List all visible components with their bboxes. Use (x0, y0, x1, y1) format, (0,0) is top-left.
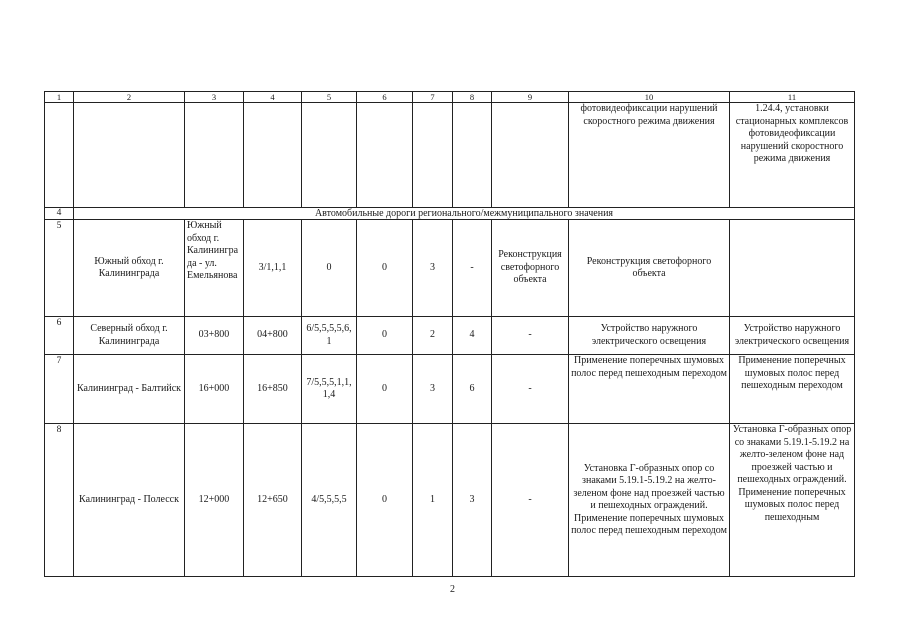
row-number: 5 (45, 220, 74, 317)
measures-done-cell (730, 220, 855, 317)
row-number: 4 (45, 208, 74, 220)
col9-cell: Реконструкция светофорного объекта (492, 220, 569, 317)
column-number: 5 (302, 92, 357, 103)
column-number: 3 (185, 92, 244, 103)
measures-done-cell: Установка Г-образных опор со знаками 5.19.1-5.19.2 на желто-зеленом фоне над проезжей частью и пешеходных ограждений. Применение поперечных шумовых полос перед пешеходным (730, 424, 855, 577)
section-title: Автомобильные дороги регионального/межмуниципального значения (74, 208, 855, 220)
col9-cell: - (492, 317, 569, 355)
row-number: 7 (45, 355, 74, 424)
end-cell: 12+650 (244, 424, 302, 577)
column-number: 8 (453, 92, 492, 103)
measures-cell: Реконструкция светофорного объекта (569, 220, 730, 317)
measures-cell: Устройство наружного электрического освещения (569, 317, 730, 355)
measures-done-cell: Применение поперечных шумовых полос перед пешеходным переходом (730, 355, 855, 424)
cell-empty (492, 103, 569, 208)
section-row (45, 208, 855, 220)
col6-cell: 0 (357, 317, 413, 355)
col5-cell: 4/5,5,5,5 (302, 424, 357, 577)
measures-cell: Установка Г-образных опор со знаками 5.19.1-5.19.2 на желто-зеленом фоне над проезжей частью и пешеходных ограждений. Применение поперечных шумовых полос перед пешеходным переходом (569, 424, 730, 577)
row-number: 8 (45, 424, 74, 577)
measures-cell: Применение поперечных шумовых полос перед пешеходным переходом (569, 355, 730, 424)
start-cell: 12+000 (185, 424, 244, 577)
col7-cell: 1 (413, 424, 453, 577)
col8-cell: - (453, 220, 492, 317)
column-number: 1 (45, 92, 74, 103)
page-number: 2 (450, 584, 455, 595)
column-number: 2 (74, 92, 185, 103)
cell-empty (244, 103, 302, 208)
end-cell: 04+800 (244, 317, 302, 355)
table-row (45, 317, 855, 355)
col8-cell: 4 (453, 317, 492, 355)
column-number: 10 (569, 92, 730, 103)
table-row (45, 424, 855, 577)
col9-cell: - (492, 355, 569, 424)
road-name-cell: Северный обход г. Калининграда (74, 317, 185, 355)
road-name-cell: Южный обход г. Калининграда (74, 220, 185, 317)
column-number: 4 (244, 92, 302, 103)
column-number: 11 (730, 92, 855, 103)
end-cell: 3/1,1,1 (244, 220, 302, 317)
col7-cell: 3 (413, 355, 453, 424)
cell-empty (413, 103, 453, 208)
col9-cell: - (492, 424, 569, 577)
cell-empty (302, 103, 357, 208)
continued-measures-cell: 1.24.4, установки стационарных комплексов фотовидеофиксации нарушений скоростного режима движения (730, 103, 855, 208)
cell-empty (45, 103, 74, 208)
col6-cell: 0 (357, 355, 413, 424)
continued-row (45, 103, 855, 208)
road-name-cell: Калининград - Полесск (74, 424, 185, 577)
measures-done-cell: Устройство наружного электрического освещения (730, 317, 855, 355)
table-row (45, 355, 855, 424)
start-cell: 16+000 (185, 355, 244, 424)
road-name-cell: Калининград - Балтийск (74, 355, 185, 424)
col7-cell: 2 (413, 317, 453, 355)
continued-measures-cell: фотовидеофиксации нарушений скоростного режима движения (569, 103, 730, 208)
cell-empty (453, 103, 492, 208)
column-number-row (45, 92, 855, 103)
document-table (44, 91, 855, 577)
table-row (45, 220, 855, 317)
column-number: 9 (492, 92, 569, 103)
col7-cell: 3 (413, 220, 453, 317)
end-cell: 16+850 (244, 355, 302, 424)
col5-cell: 6/5,5,5,5,6,1 (302, 317, 357, 355)
row-number: 6 (45, 317, 74, 355)
col6-cell: 0 (357, 220, 413, 317)
cell-empty (74, 103, 185, 208)
column-number: 6 (357, 92, 413, 103)
column-number: 7 (413, 92, 453, 103)
col8-cell: 6 (453, 355, 492, 424)
start-cell: Южный обход г. Калининграда - ул. Емельянова (185, 220, 244, 317)
cell-empty (357, 103, 413, 208)
col8-cell: 3 (453, 424, 492, 577)
col6-cell: 0 (357, 424, 413, 577)
cell-empty (185, 103, 244, 208)
start-cell: 03+800 (185, 317, 244, 355)
col5-cell: 0 (302, 220, 357, 317)
col5-cell: 7/5,5,5,1,1,1,4 (302, 355, 357, 424)
